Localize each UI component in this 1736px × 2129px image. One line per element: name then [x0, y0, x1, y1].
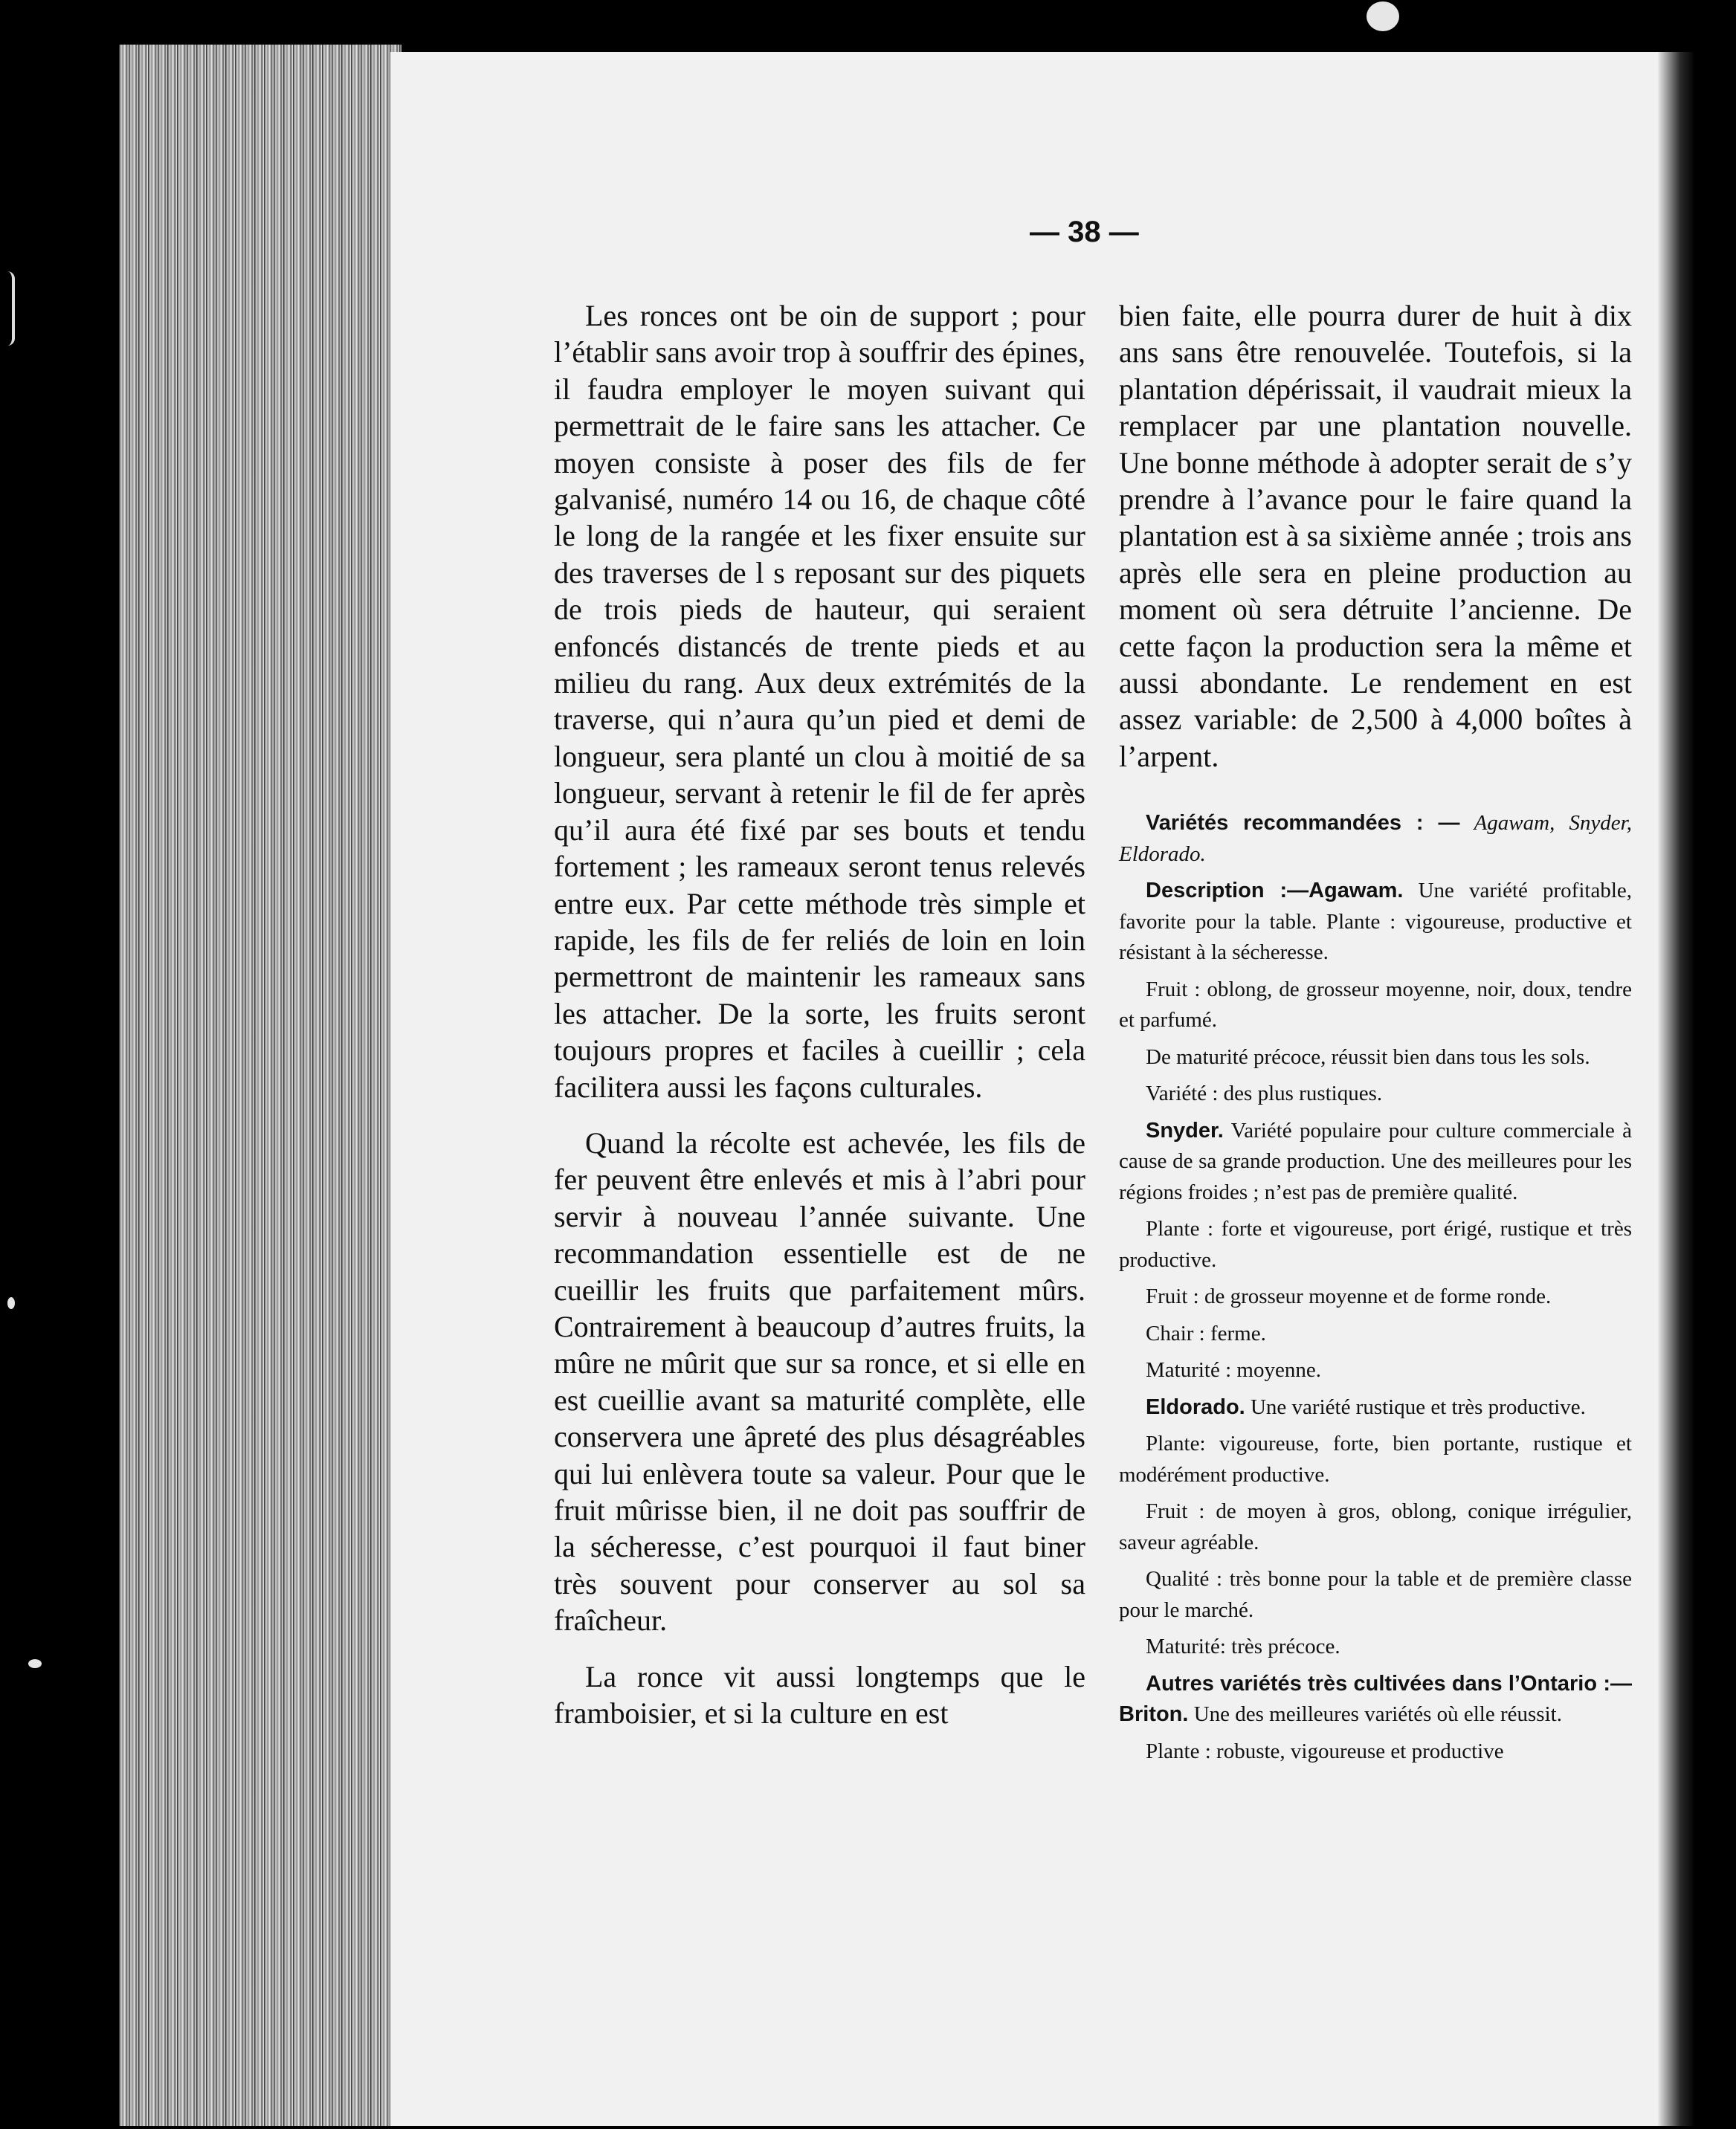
other-varieties	[1119, 1669, 1632, 1731]
scan-speck	[1366, 1, 1399, 31]
eldorado-quality: Qualité : très bonne pour la table et de première classe pour le marché.	[1119, 1567, 1632, 1622]
snyder-fruit: Fruit : de grosseur moyenne et de forme ronde.	[1146, 1285, 1552, 1309]
eldorado-intro: Une variété rustique et très productive.	[1250, 1395, 1586, 1419]
snyder-flesh: Chair : ferme.	[1146, 1321, 1266, 1345]
snyder-intro: Variété populaire pour culture commerciale à cause de sa grande production. Une des meilleures pour les régions froides ; n’est pas de première qualité.	[1119, 1118, 1632, 1204]
description-agawam	[1119, 876, 1632, 969]
snyder-plant: Plante : forte et vigoureuse, port érigé, rustique et très productive.	[1119, 1217, 1632, 1272]
paragraph: Les ronces ont be oin de support ; pour l’établir sans avoir trop à souffrir des épines, il faudra employer le moyen suivant qui permettrait de le faire sans les attacher. Ce moyen consiste à poser des fils de fer galvanisé, numéro 14 ou 16, de chaque côté le long de la rangée et les fixer ensuite sur des traverses de l s reposant sur des piquets de trois pieds de hauteur, qui seraient enfoncés distancés de trente pieds et au milieu du rang. Aux deux extrémités de la traverse, qui n’aura qu’un pied et demi de longueur, sera planté un clou à moitié de sa longueur, servant à retenir le fil de fer après qu’il aura été fixé par ses bouts et tendu fortement ; les rameaux seront tenus relevés entre eux. Par cette méthode très simple et rapide, les fils de fer reliés de loin en loin permettront de maintenir les rameaux sans les attacher. De la sorte, les fruits seront toujours propres et faciles à cueillir ; cela facilitera aussi les façons culturales.	[554, 299, 1085, 1104]
continuation-paragraph	[1119, 297, 1632, 775]
other-varieties-intro: Une des meilleures variétés où elle réussit.	[1193, 1702, 1562, 1727]
paragraph: bien faite, elle pourra durer de huit à dix ans sans être renouvelée. Toutefois, si la plantation dépérissait, il vaudrait mieux la remplacer par une plantation nouvelle. Une bonne méthode à adopter serait de s’y prendre à l’avance pour le faire quand la plantation est à sa sixième année ; trois ans après elle sera en pleine production au moment où sera détruite l’ancienne. De cette façon la production sera la même et aussi abondante. Le rendement en est assez variable: de 2,500 à 4,000 boîtes à l’arpent.	[1119, 299, 1632, 773]
variety-notes	[1119, 808, 1632, 1767]
recommended-list: Agawam, Snyder, Eldorado.	[1119, 811, 1633, 866]
book-page-edges	[119, 45, 401, 2126]
description-intro: Une variété profitable, favorite pour la table. Plante : vigoureuse, productive et résistant à la sécheresse.	[1119, 879, 1632, 965]
eldorado-plant: Plante: vigoureuse, forte, bien portante, rustique et modérément productive.	[1119, 1432, 1632, 1487]
paragraph: Quand la récolte est achevée, les fils de fer peuvent être enlevés et mis à l’abri pour servir à nouveau l’année suivante. Une recommandation essentielle est de ne cueillir les fruits que parfaitement mûrs. Contrairement à beaucoup d’autres fruits, la mûre ne mûrit que sur sa ronce, et si elle en est cueillie avant sa maturité complète, elle conservera une âpreté des plus désagréables qui lui enlèvera toute sa valeur. Pour que le fruit mûrisse bien, il ne doit pas souffrir de la sécheresse, c’est pourquoi il faut biner très souvent pour conserver au sol sa fraîcheur.	[554, 1125, 1085, 1638]
right-text-column	[1119, 297, 1632, 1773]
scan-speck	[7, 271, 15, 346]
scan-speck	[7, 1297, 15, 1309]
left-text-column	[554, 297, 1085, 1731]
snyder-entry	[1119, 1116, 1632, 1209]
agawam-fruit: Fruit : oblong, de grosseur moyenne, noir, doux, tendre et parfumé.	[1119, 977, 1632, 1033]
eldorado-name: Eldorado.	[1146, 1395, 1245, 1419]
scan-speck	[28, 1659, 42, 1668]
recommended-heading: Variétés recommandées : —	[1146, 811, 1460, 836]
eldorado-entry	[1119, 1392, 1632, 1424]
page-gutter-shadow	[1658, 52, 1695, 2126]
eldorado-fruit: Fruit : de moyen à gros, oblong, conique irrégulier, saveur agréable.	[1119, 1499, 1632, 1554]
page-number: — 38 —	[1030, 216, 1139, 248]
snyder-maturity: Maturité : moyenne.	[1146, 1358, 1321, 1383]
agawam-variety: Variété : des plus rustiques.	[1146, 1082, 1383, 1106]
paragraph: La ronce vit aussi longtemps que le framboisier, et si la culture en est	[554, 1659, 1085, 1731]
agawam-maturity: De maturité précoce, réussit bien dans tous les sols.	[1146, 1044, 1590, 1069]
eldorado-maturity: Maturité: très précoce.	[1146, 1635, 1340, 1659]
other-varieties-heading: Autres variétés très cultivées dans l’Ontario :—Briton.	[1119, 1671, 1632, 1727]
recommended-varieties	[1119, 808, 1632, 870]
description-heading: Description :—Agawam.	[1146, 879, 1404, 903]
snyder-name: Snyder.	[1146, 1118, 1224, 1143]
briton-plant: Plante : robuste, vigoureuse et productive	[1146, 1739, 1504, 1763]
